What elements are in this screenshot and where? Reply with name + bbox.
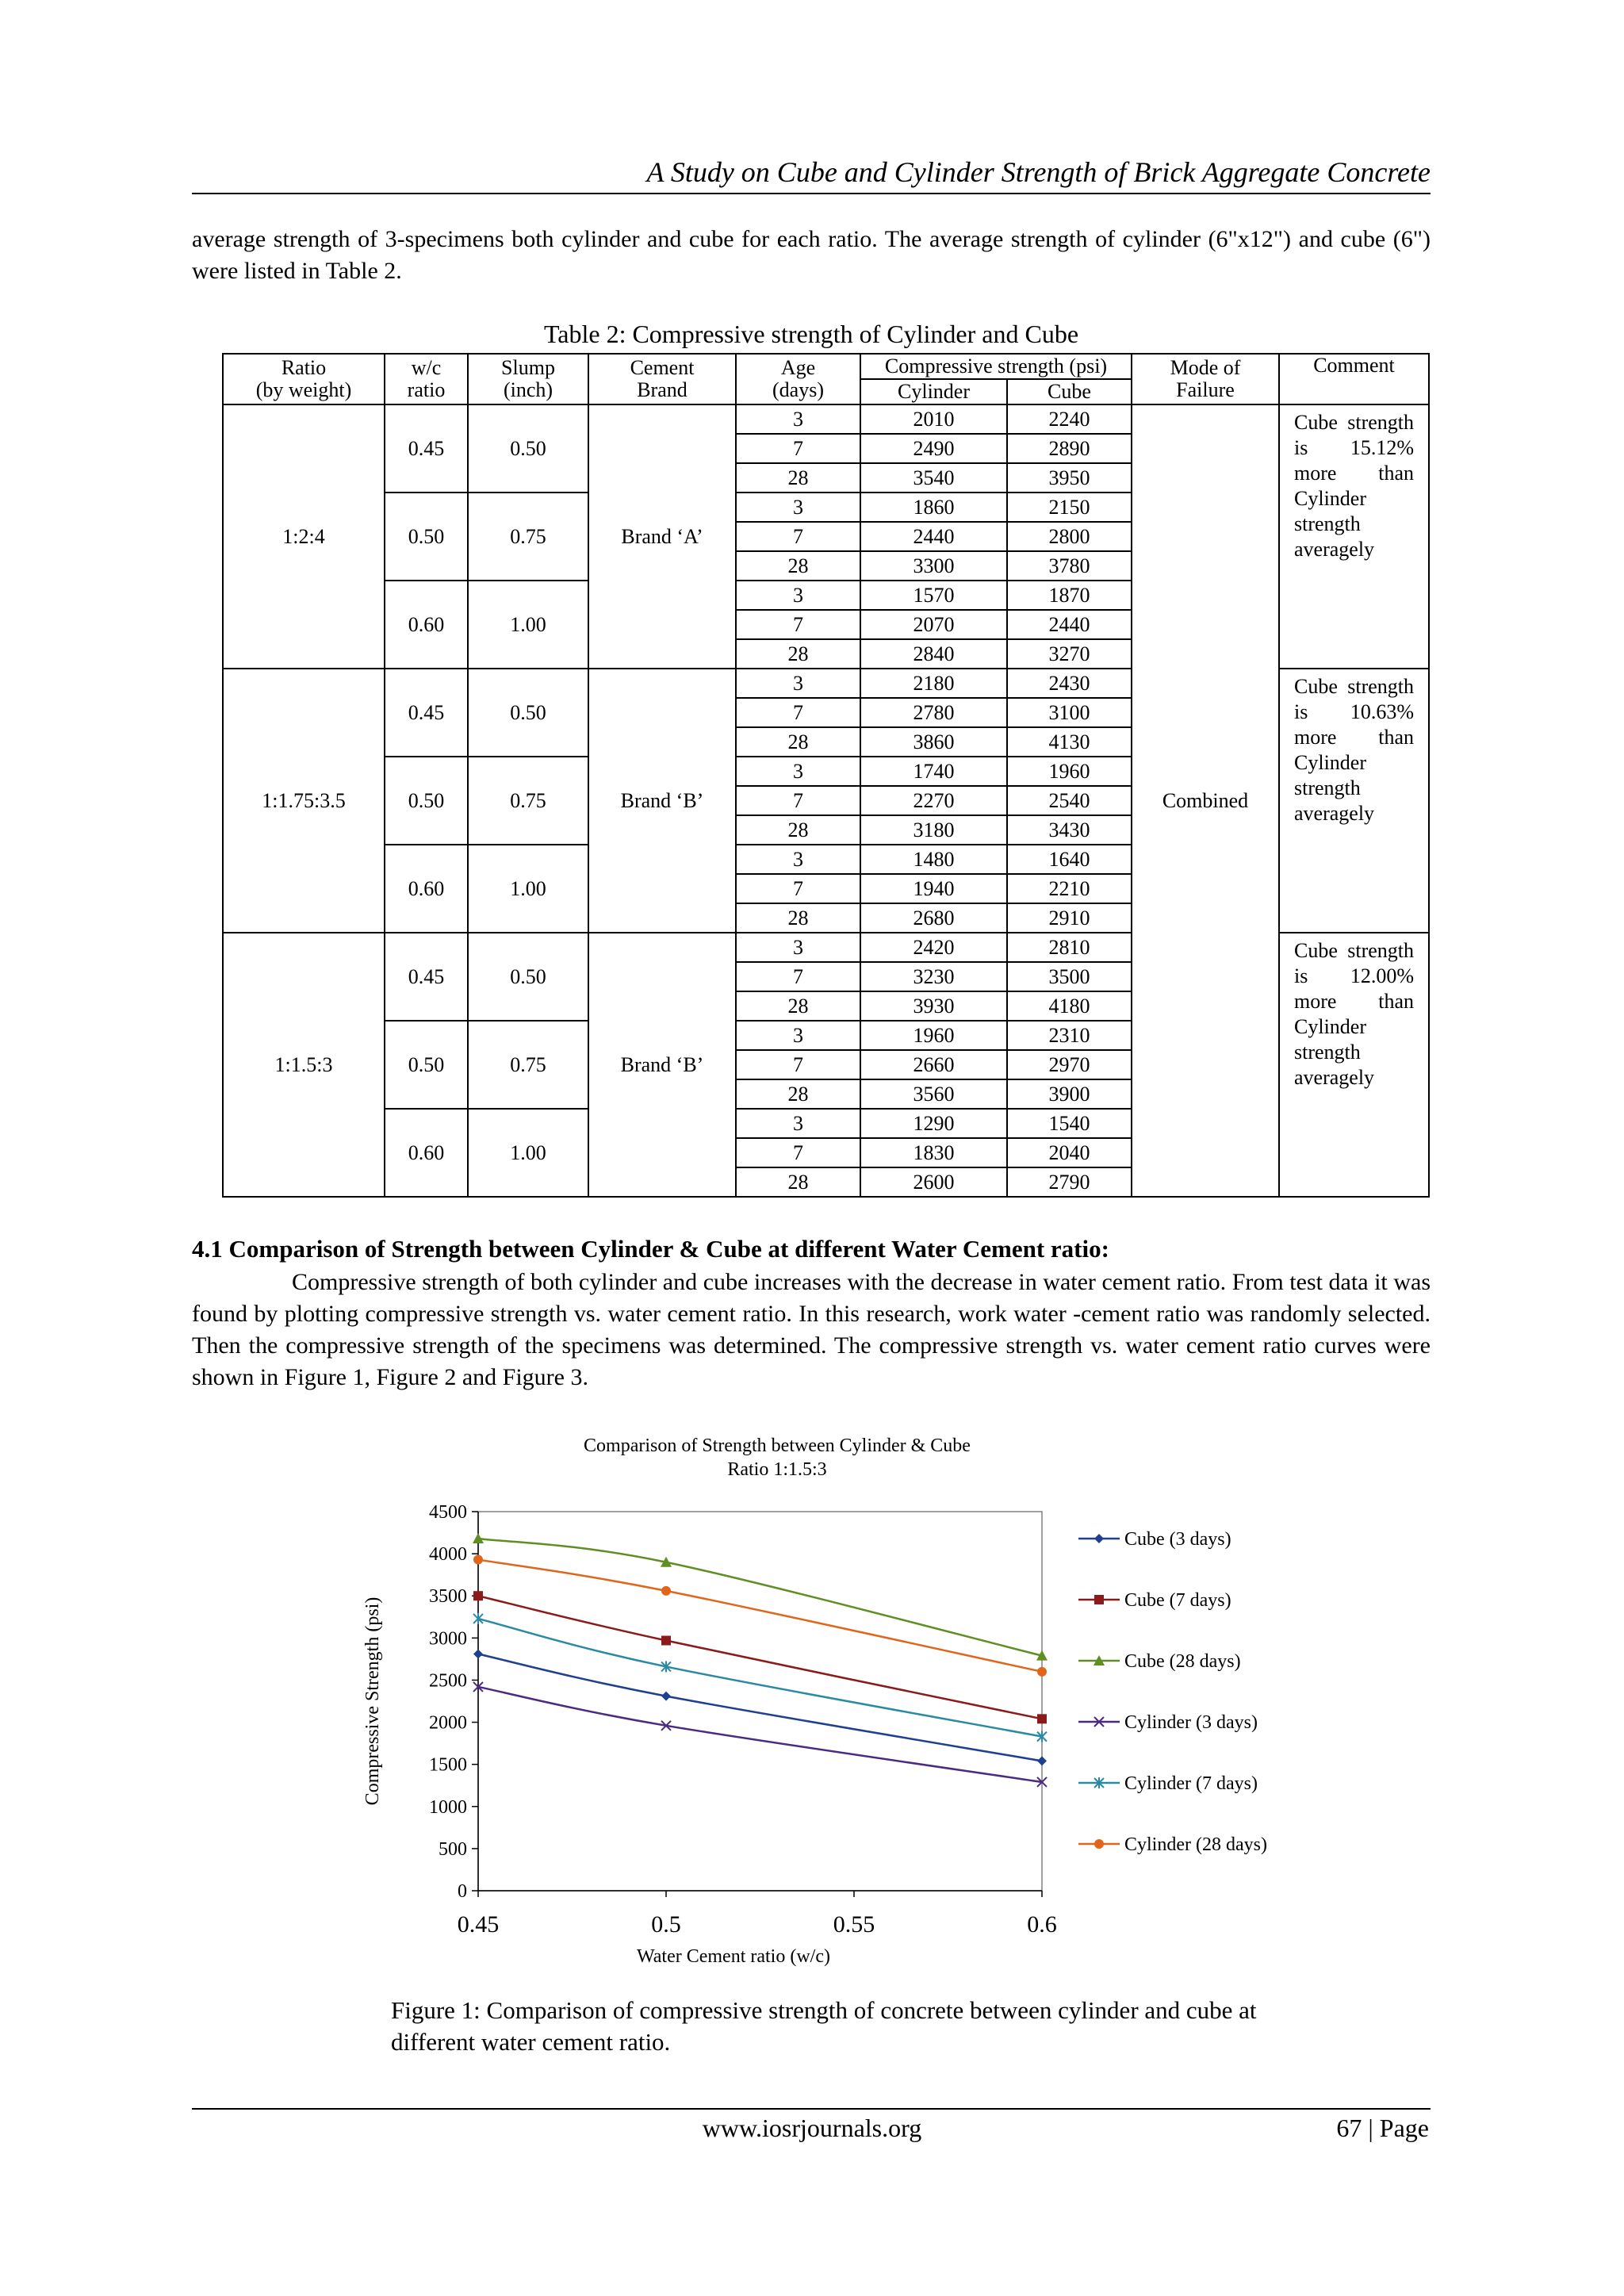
cube-cell: 3900 (1007, 1079, 1132, 1109)
x-tick-label: 0.6 (1027, 1911, 1057, 1938)
cube-cell: 1640 (1007, 845, 1132, 874)
age-cell: 28 (736, 1079, 860, 1109)
age-cell: 7 (736, 1050, 860, 1079)
cylinder-cell: 3230 (860, 962, 1007, 991)
cylinder-cell: 1860 (860, 493, 1007, 522)
series-point (661, 1692, 671, 1701)
cylinder-cell: 2600 (860, 1167, 1007, 1197)
y-axis-label: Compressive Strength (psi) (362, 1596, 383, 1806)
series-point (1037, 1714, 1047, 1723)
intro-paragraph: average strength of 3-specimens both cylinder and cube for each ratio. The average strength of cylinder (6"x12") and cube (6") were listed in Table 2. (192, 226, 1431, 284)
cube-cell: 2790 (1007, 1167, 1132, 1197)
cylinder-cell: 1960 (860, 1021, 1007, 1050)
header-cement: Cement Brand (588, 354, 736, 404)
age-cell: 7 (736, 1138, 860, 1167)
header-compressive: Compressive strength (psi) (860, 354, 1132, 379)
y-tick-label: 500 (439, 1838, 467, 1860)
brand-cell: Brand ‘B’ (588, 933, 736, 1197)
age-cell: 3 (736, 581, 860, 610)
series-point (473, 1650, 483, 1659)
cylinder-cell: 3560 (860, 1079, 1007, 1109)
cylinder-cell: 3300 (860, 551, 1007, 581)
comment-cell: Cube strength is 15.12% more than Cylinder strength averagely (1279, 404, 1429, 669)
cylinder-cell: 3930 (860, 991, 1007, 1021)
legend-label: Cylinder (28 days) (1124, 1834, 1267, 1855)
mode-cell: Combined (1132, 404, 1279, 1197)
cylinder-cell: 2010 (860, 404, 1007, 434)
cube-cell: 2800 (1007, 522, 1132, 551)
cube-cell: 1540 (1007, 1109, 1132, 1138)
age-cell: 28 (736, 991, 860, 1021)
legend-label: Cube (3 days) (1124, 1529, 1231, 1550)
series-point (1094, 1839, 1104, 1849)
age-cell: 28 (736, 815, 860, 845)
legend-item (1078, 1651, 1241, 1672)
cylinder-cell: 2680 (860, 903, 1007, 933)
age-cell: 28 (736, 903, 860, 933)
legend-item (1078, 1529, 1231, 1550)
series-point (1094, 1595, 1104, 1604)
cube-cell: 3500 (1007, 962, 1132, 991)
cylinder-cell: 2070 (860, 610, 1007, 639)
cube-cell: 1960 (1007, 757, 1132, 786)
header-cube: Cube (1007, 379, 1132, 404)
cylinder-cell: 2270 (860, 786, 1007, 815)
x-axis-label: Water Cement ratio (w/c) (637, 1946, 830, 1967)
cube-cell: 3780 (1007, 551, 1132, 581)
x-tick-label: 0.45 (457, 1911, 500, 1938)
y-tick-label: 1500 (429, 1754, 467, 1776)
age-cell: 3 (736, 1021, 860, 1050)
cube-cell: 2040 (1007, 1138, 1132, 1167)
age-cell: 3 (736, 757, 860, 786)
comment-cell: Cube strength is 10.63% more than Cylinder strength averagely (1279, 669, 1429, 933)
cube-cell: 1870 (1007, 581, 1132, 610)
cylinder-cell: 1480 (860, 845, 1007, 874)
wc-cell: 0.45 (385, 669, 468, 757)
cube-cell: 3430 (1007, 815, 1132, 845)
y-tick-label: 2500 (429, 1670, 467, 1692)
cylinder-cell: 2420 (860, 933, 1007, 962)
age-cell: 3 (736, 404, 860, 434)
age-cell: 3 (736, 933, 860, 962)
slump-cell: 0.75 (468, 757, 588, 845)
table-body (223, 354, 1429, 1197)
legend-item (1078, 1773, 1258, 1794)
cylinder-cell: 1740 (860, 757, 1007, 786)
series-line (478, 1619, 1042, 1737)
footer-website: www.iosrjournals.org (702, 2114, 922, 2142)
series-point (473, 1555, 483, 1565)
series-point (473, 1591, 483, 1600)
y-tick-label: 4000 (429, 1544, 467, 1566)
cylinder-cell: 1290 (860, 1109, 1007, 1138)
wc-cell: 0.50 (385, 493, 468, 581)
ratio-cell: 1:1.5:3 (223, 933, 385, 1197)
age-cell: 28 (736, 1167, 860, 1197)
header-cylinder: Cylinder (860, 379, 1007, 404)
legend-label: Cylinder (7 days) (1124, 1773, 1258, 1794)
cube-cell: 2150 (1007, 493, 1132, 522)
legend-item (1078, 1590, 1231, 1611)
table-row (223, 404, 1429, 434)
chart-subtitle: Ratio 1:1.5:3 (727, 1459, 827, 1480)
cylinder-cell: 2780 (860, 698, 1007, 727)
y-tick-label: 1000 (429, 1796, 467, 1818)
brand-cell: Brand ‘A’ (588, 404, 736, 669)
age-cell: 3 (736, 669, 860, 698)
slump-cell: 1.00 (468, 845, 588, 933)
section-heading: 4.1 Comparison of Strength between Cylinder & Cube at different Water Cement ratio: (192, 1235, 1109, 1263)
cylinder-cell: 3540 (860, 463, 1007, 493)
chart-title: Comparison of Strength between Cylinder & Cube (584, 1435, 971, 1456)
header-row-1 (223, 354, 1429, 379)
header-wc: w/c ratio (385, 354, 468, 404)
slump-cell: 0.75 (468, 493, 588, 581)
ratio-cell: 1:2:4 (223, 404, 385, 669)
age-cell: 7 (736, 962, 860, 991)
header-comment: Comment (1279, 354, 1429, 404)
figure-1 (349, 1428, 1300, 1987)
cylinder-cell: 1830 (860, 1138, 1007, 1167)
cube-cell: 4130 (1007, 727, 1132, 757)
y-tick-label: 2000 (429, 1712, 467, 1734)
section-paragraph: Compressive strength of both cylinder and cube increases with the decrease in water cement ratio. From test data it was found by plotting compressive strength vs. water cement ratio. In this research, work water -cement ratio was randomly selected. Then the compressive strength of the specimens was determined. The compressive strength vs. water cement ratio curves were shown in Figure 1, Figure 2 and Figure 3. (192, 1269, 1431, 1390)
header-ratio: Ratio (by weight) (223, 354, 385, 404)
ratio-cell: 1:1.75:3.5 (223, 669, 385, 933)
age-cell: 3 (736, 845, 860, 874)
wc-cell: 0.60 (385, 1109, 468, 1197)
cube-cell: 2810 (1007, 933, 1132, 962)
cylinder-cell: 1940 (860, 874, 1007, 903)
cylinder-cell: 3180 (860, 815, 1007, 845)
comment-cell: Cube strength is 12.00% more than Cylinder strength averagely (1279, 933, 1429, 1197)
table-caption: Table 2: Compressive strength of Cylinder and Cube (543, 320, 1079, 348)
series-line (478, 1539, 1042, 1656)
cylinder-cell: 2490 (860, 434, 1007, 463)
header-rule (192, 193, 1431, 194)
series-line-group (473, 1682, 1047, 1787)
x-tick-label: 0.5 (651, 1911, 681, 1938)
age-cell: 7 (736, 522, 860, 551)
cube-cell: 2440 (1007, 610, 1132, 639)
slump-cell: 1.00 (468, 581, 588, 669)
cylinder-cell: 2660 (860, 1050, 1007, 1079)
cube-cell: 3100 (1007, 698, 1132, 727)
series-point (1037, 1756, 1047, 1765)
chart-legend (1078, 1529, 1267, 1855)
strength-table (222, 353, 1430, 1198)
legend-label: Cube (28 days) (1124, 1651, 1241, 1672)
footer-page-number: 67 | Page (1336, 2114, 1429, 2142)
cube-cell: 2310 (1007, 1021, 1132, 1050)
age-cell: 7 (736, 610, 860, 639)
header-age: Age (days) (736, 354, 860, 404)
figure-caption: Figure 1: Comparison of compressive strength of concrete between cylinder and cube at different water cement ratio. (391, 1996, 1257, 2056)
wc-cell: 0.60 (385, 581, 468, 669)
series-point (661, 1636, 671, 1646)
legend-label: Cylinder (3 days) (1124, 1712, 1258, 1733)
wc-cell: 0.45 (385, 933, 468, 1021)
cube-cell: 2210 (1007, 874, 1132, 903)
age-cell: 3 (736, 493, 860, 522)
age-cell: 28 (736, 727, 860, 757)
header-slump: Slump (inch) (468, 354, 588, 404)
cylinder-cell: 3860 (860, 727, 1007, 757)
age-cell: 28 (736, 639, 860, 669)
age-cell: 7 (736, 698, 860, 727)
chart-series (473, 1533, 1048, 1787)
slump-cell: 0.50 (468, 669, 588, 757)
series-line-group (473, 1613, 1047, 1742)
brand-cell: Brand ‘B’ (588, 669, 736, 933)
series-line-group (473, 1650, 1047, 1766)
cylinder-cell: 1570 (860, 581, 1007, 610)
slump-cell: 0.75 (468, 1021, 588, 1109)
cube-cell: 2890 (1007, 434, 1132, 463)
cube-cell: 2970 (1007, 1050, 1132, 1079)
age-cell: 7 (736, 434, 860, 463)
legend-item (1078, 1834, 1267, 1855)
wc-cell: 0.50 (385, 757, 468, 845)
cube-cell: 2240 (1007, 404, 1132, 434)
x-tick-labels (458, 1911, 1057, 1938)
series-point (1037, 1667, 1047, 1677)
y-tick-label: 3000 (429, 1628, 467, 1650)
cylinder-cell: 2440 (860, 522, 1007, 551)
series-line (478, 1654, 1042, 1761)
cube-cell: 3950 (1007, 463, 1132, 493)
y-tick-label: 4500 (429, 1502, 467, 1523)
slump-cell: 1.00 (468, 1109, 588, 1197)
legend-label: Cube (7 days) (1124, 1590, 1231, 1611)
age-cell: 7 (736, 874, 860, 903)
line-chart (349, 1428, 1300, 1983)
cube-cell: 2430 (1007, 669, 1132, 698)
cube-cell: 2910 (1007, 903, 1132, 933)
y-tick-label: 0 (458, 1881, 467, 1902)
wc-cell: 0.60 (385, 845, 468, 933)
slump-cell: 0.50 (468, 933, 588, 1021)
y-tick-label: 3500 (429, 1586, 467, 1608)
wc-cell: 0.45 (385, 404, 468, 493)
cube-cell: 2540 (1007, 786, 1132, 815)
age-cell: 3 (736, 1109, 860, 1138)
legend-item (1078, 1712, 1258, 1733)
slump-cell: 0.50 (468, 404, 588, 493)
age-cell: 28 (736, 551, 860, 581)
x-tick-label: 0.55 (833, 1911, 875, 1938)
wc-cell: 0.50 (385, 1021, 468, 1109)
running-title: A Study on Cube and Cylinder Strength of Brick Aggregate Concrete (646, 156, 1431, 188)
series-line (478, 1596, 1042, 1719)
series-point (1094, 1534, 1104, 1543)
header-mode: Mode of Failure (1132, 354, 1279, 404)
cube-cell: 3270 (1007, 639, 1132, 669)
cube-cell: 4180 (1007, 991, 1132, 1021)
footer-rule (192, 2108, 1431, 2110)
cylinder-cell: 2840 (860, 639, 1007, 669)
age-cell: 28 (736, 463, 860, 493)
series-point (661, 1586, 671, 1596)
y-tick-labels (429, 1502, 467, 1902)
age-cell: 7 (736, 786, 860, 815)
cylinder-cell: 2180 (860, 669, 1007, 698)
